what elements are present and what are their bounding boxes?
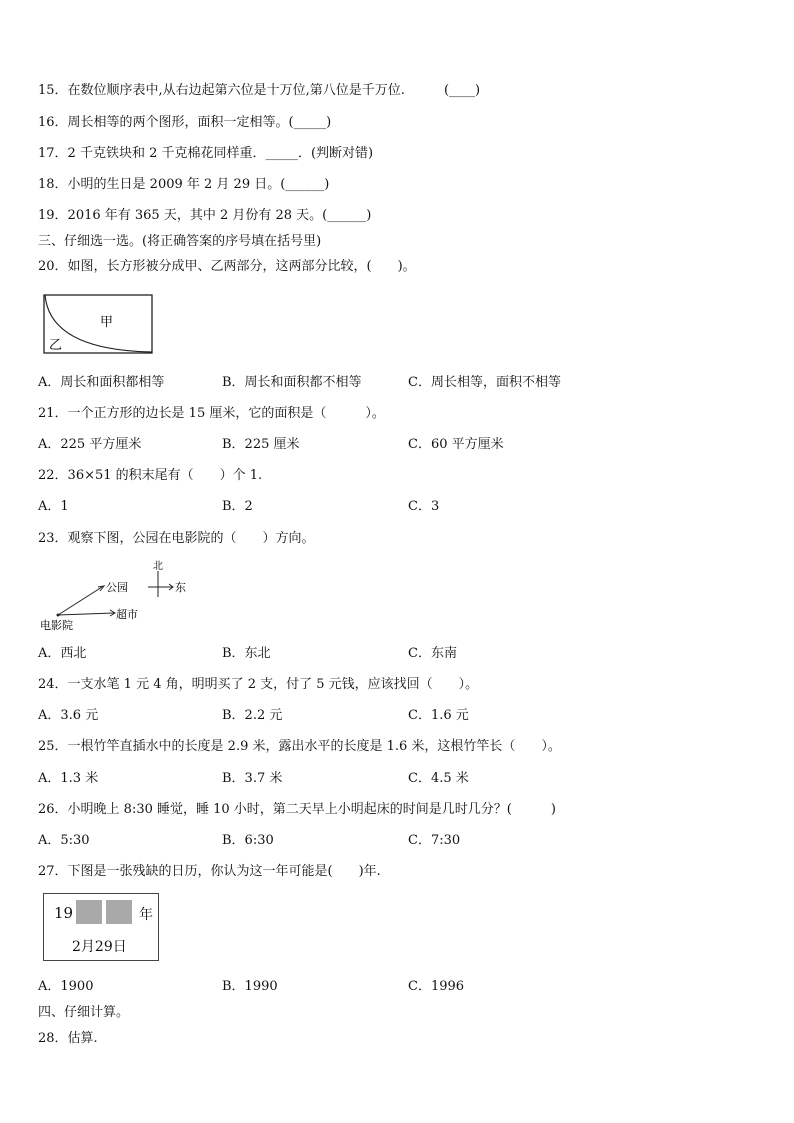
q23-park-label: 公园 [106,581,128,594]
q25-option-c[interactable]: C．4.5 米 [408,771,469,786]
q23-cinema-label: 电影院 [40,619,73,632]
q25-option-a[interactable]: A．1.3 米 [38,771,99,786]
q24-option-b[interactable]: B．2.2 元 [222,708,283,723]
q20-label-jia: 甲 [100,315,114,330]
q20-options [38,374,758,392]
q23-east-label: 东 [175,581,186,594]
q22-option-c[interactable]: C．3 [408,499,440,514]
q23-north-label: 北 [153,561,163,572]
q23-direction-figure [38,557,198,633]
question-27: 27．下图是一张残缺的日历，你认为这一年可能是( )年. [38,864,381,879]
q25-options [38,770,758,788]
q27-option-a[interactable]: A．1900 [38,979,94,994]
question-25: 25．一根竹竿直插水中的长度是 2.9 米，露出水平的长度是 1.6 米，这根竹竿长（ ）。 [38,739,561,754]
question-26: 26．小明晚上 8:30 睡觉，睡 10 小时，第二天早上小明起床的时间是几时几分？( ) [38,802,556,817]
q26-options [38,832,758,850]
q24-option-c[interactable]: C．1.6 元 [408,708,469,723]
question-24: 24．一支水笔 1 元 4 角，明明买了 2 支，付了 5 元钱，应该找回（ ）。 [38,677,479,692]
question-21: 21．一个正方形的边长是 15 厘米，它的面积是（ ）。 [38,406,385,421]
q25-option-b[interactable]: B．3.7 米 [222,771,283,786]
q20-rectangle-figure [40,292,158,358]
question-15: 15．在数位顺序表中,从右边起第六位是十万位,第八位是千万位. (____) [38,83,481,98]
q23-option-c[interactable]: C．东南 [408,646,457,661]
q22-option-a[interactable]: A．1 [38,499,69,514]
q27-option-c[interactable]: C．1996 [408,979,465,994]
q20-label-yi: 乙 [49,338,63,353]
q26-option-a[interactable]: A．5:30 [38,833,90,848]
q20-option-b[interactable]: B．周长和面积都不相等 [222,375,362,390]
q21-option-b[interactable]: B．225 厘米 [222,437,300,452]
q26-option-c[interactable]: C．7:30 [408,833,461,848]
q27-torn-calendar [43,893,159,961]
q20-option-a[interactable]: A．周长和面积都相等 [38,375,165,390]
section-4-heading: 四、仔细计算。 [38,1005,130,1020]
question-23: 23．观察下图，公园在电影院的（ ）方向。 [38,531,315,546]
section-3-heading: 三、仔细选一选。(将正确答案的序号填在括号里) [38,234,322,249]
question-22: 22．36×51 的积末尾有（ ）个 1. [38,468,263,483]
question-16: 16．周长相等的两个图形，面积一定相等。(_____) [38,115,332,130]
question-19: 19．2016 年有 365 天，其中 2 月份有 28 天。(______) [38,208,372,223]
q23-market-label: 超市 [116,608,138,621]
q23-option-a[interactable]: A．西北 [38,646,87,661]
q20-option-c[interactable]: C．周长相等，面积不相等 [408,375,561,390]
q21-option-c[interactable]: C．60 平方厘米 [408,437,504,452]
question-17: 17．2 千克铁块和 2 千克棉花同样重．_____．(判断对错) [38,146,374,161]
calendar-year-prefix: 19 [54,904,74,922]
q23-options [38,645,758,663]
calendar-missing-digit-2 [106,900,132,924]
calendar-year-suffix: 年 [139,907,153,923]
q21-option-a[interactable]: A．225 平方厘米 [38,437,142,452]
q21-options [38,436,758,454]
calendar-missing-digit-1 [76,900,102,924]
question-28: 28．估算. [38,1031,98,1046]
q24-options [38,707,758,725]
q22-options [38,498,758,516]
q22-option-b[interactable]: B．2 [222,499,253,514]
q26-option-b[interactable]: B．6:30 [222,833,274,848]
q27-options [38,978,758,996]
q23-option-b[interactable]: B．东北 [222,646,271,661]
calendar-date: 2月29日 [72,939,127,955]
q24-option-a[interactable]: A．3.6 元 [38,708,99,723]
q27-option-b[interactable]: B．1990 [222,979,278,994]
question-20: 20．如图，长方形被分成甲、乙两部分，这两部分比较，( )。 [38,259,416,274]
question-18: 18．小明的生日是 2009 年 2 月 29 日。(______) [38,177,330,192]
